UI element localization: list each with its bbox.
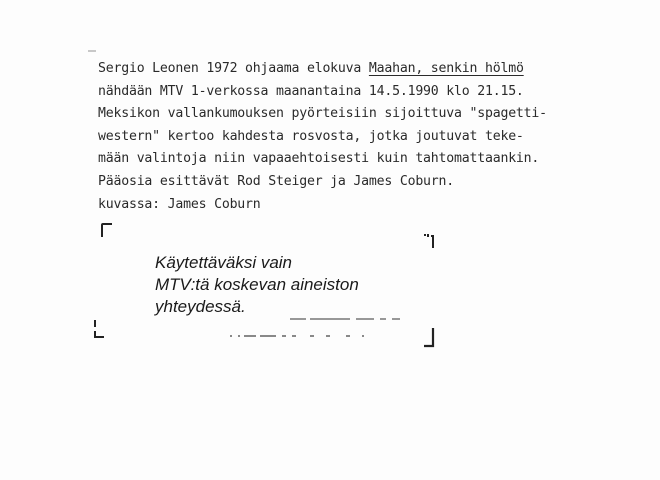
stamp-line-2: MTV:tä koskevan aineiston: [155, 275, 359, 294]
caption-line-2: nähdään MTV 1-verkossa maanantaina 14.5.1990 klo 21.15.: [98, 83, 524, 99]
stamp-line-3: yhteydessä.: [155, 297, 246, 316]
stamp-corner-top-left-icon: [100, 222, 114, 238]
typed-caption: [98, 58, 578, 216]
caption-line-5: mään valintoja niin vapaaehtoisesti kuin tahtomattaankin.: [98, 151, 540, 167]
stamp-dotted-smudge: [230, 334, 370, 338]
caption-line-1-text: Sergio Leonen 1972 ohjaama elokuva: [98, 61, 369, 76]
usage-stamp: [155, 252, 415, 318]
stamp-line-1: Käytettäväksi vain: [155, 253, 293, 272]
stamp-corner-bottom-left-icon: [92, 318, 106, 340]
caption-line-3: Meksikon vallankumouksen pyörteisiin sijoittuva "spagetti-: [98, 106, 547, 122]
paper-speck: [88, 50, 96, 52]
stamp-corner-bottom-right-icon: [422, 326, 436, 350]
caption-line-6: Pääosia esittävät Rod Steiger ja James Coburn.: [98, 173, 455, 189]
stamp-dashed-rule: [290, 318, 400, 320]
caption-line-4: western" kertoo kahdesta rosvosta, jotka joutuvat teke-: [98, 128, 524, 144]
film-title: Maahan, senkin hölmö: [368, 61, 524, 76]
caption-line-1: [98, 58, 578, 81]
stamp-corner-top-right-icon: [422, 232, 436, 250]
caption-line-7: kuvassa: James Coburn: [98, 196, 261, 212]
